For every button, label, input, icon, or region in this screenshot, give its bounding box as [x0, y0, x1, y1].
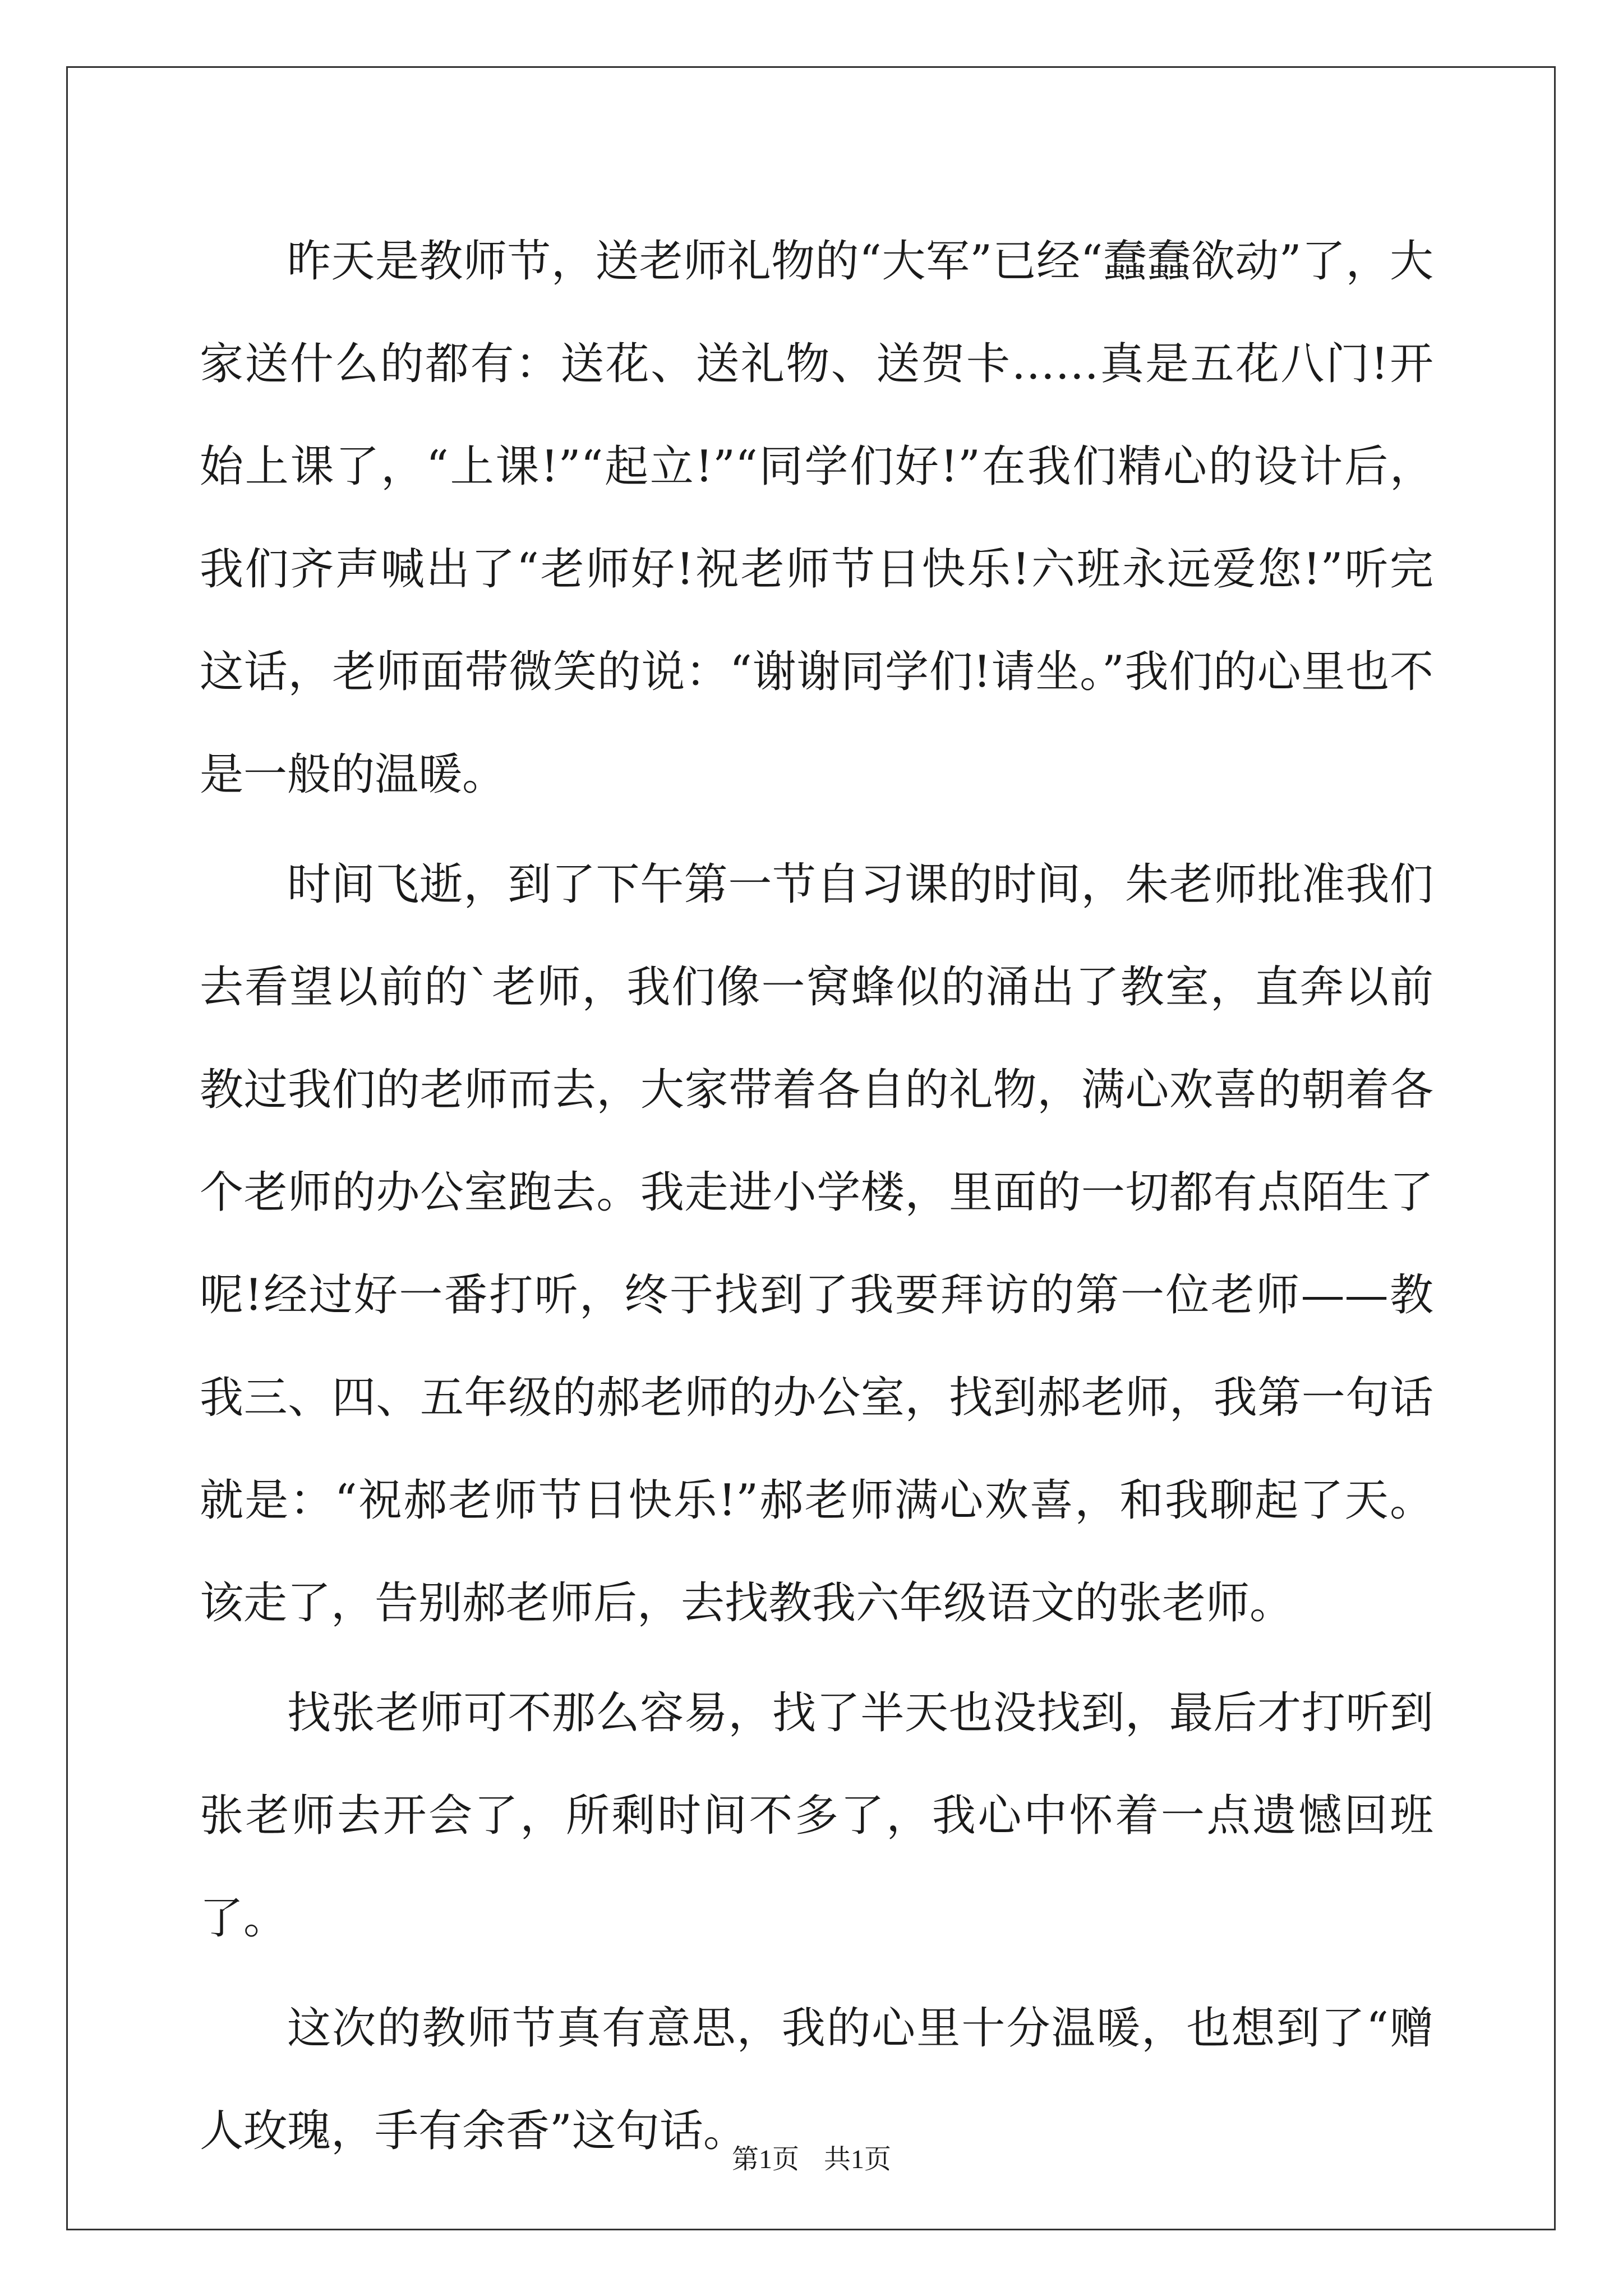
paragraph-3: 找张老师可不那么容易，找了半天也没找到，最后才打听到张老师去开会了，所剩时间不多了，我心中怀着一点遗憾回班了。	[200, 1688, 1433, 1944]
page-number: 第1页	[731, 2145, 799, 2174]
paragraph-1: 昨天是教师节，送老师礼物的“大军”已经“蠢蠢欲动”了，大家送什么的都有：送花、送礼物、送贺卡……真是五花八门!开始上课了，“上课!”“起立!”“同学们好!”在我们精心的设计后，我们齐声喊出了“老师好!祝老师节日快乐!六班永远爱您!”听完这话，老师面带微笑的说：“谢谢同学们!请坐。”我们的心里也不是一般的温暖。	[200, 236, 1433, 800]
paragraph-2: 时间飞逝，到了下午第一节自习课的时间，朱老师批准我们去看望以前的`老师，我们像一窝蜂似的涌出了教室，直奔以前教过我们的老师而去，大家带着各自的礼物，满心欢喜的朝着各个老师的办公室跑去。我走进小学楼，里面的一切都有点陌生了呢!经过好一番打听，终于找到了我要拜访的第一位老师——教我三、四、五年级的郝老师的办公室，找到郝老师，我第一句话就是：“祝郝老师节日快乐!”郝老师满心欢喜，和我聊起了天。该走了，告别郝老师后，去找教我六年级语文的张老师。	[200, 859, 1433, 1628]
page-footer	[0, 2137, 1623, 2176]
page-total: 共1页	[824, 2145, 892, 2174]
document-body	[200, 210, 1433, 2190]
paragraph-4: 这次的教师节真有意思，我的心里十分温暖，也想到了“赠人玫瑰，手有余香”这句话。	[200, 2003, 1433, 2156]
